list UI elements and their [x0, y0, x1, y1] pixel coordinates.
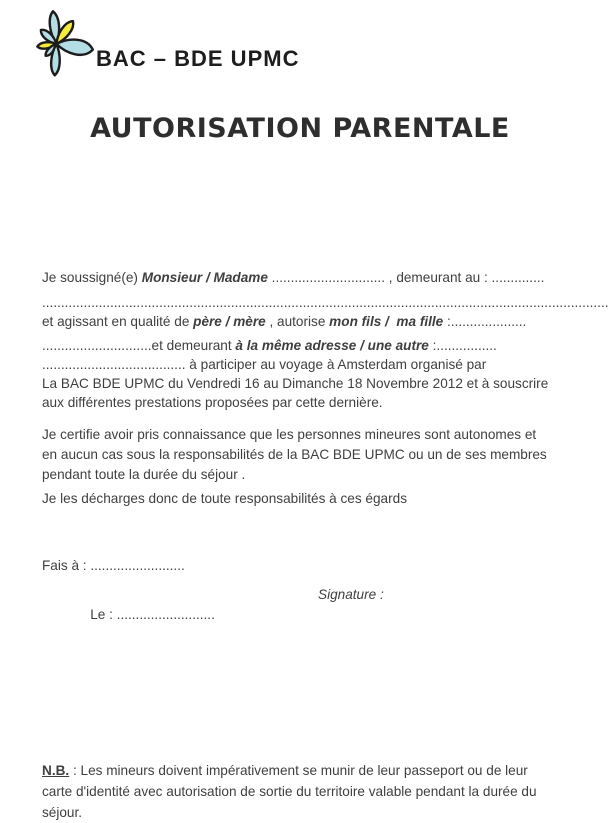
line-services — [42, 393, 565, 412]
nota-bene-paragraph — [42, 760, 565, 823]
line-address-blank — [42, 293, 609, 312]
text-run: ...................................... à participer au voyage à Amsterdam organisé par — [42, 357, 487, 372]
text-line — [42, 802, 565, 823]
logo — [26, 8, 299, 76]
emphasis-run: à la même adresse / une autre — [235, 338, 429, 353]
fill-in-blank: .............................et demeurant — [42, 338, 236, 353]
certify-paragraph — [42, 425, 565, 485]
emphasis-run: mon fils / ma fille — [329, 314, 444, 329]
line-child-address — [42, 336, 565, 355]
logo-text: BAC – BDE UPMC — [96, 46, 300, 71]
date-line — [42, 585, 565, 665]
text-line — [42, 425, 565, 445]
line-identity — [42, 268, 565, 287]
fill-in-blank: Le : .......................... — [90, 607, 215, 622]
text-run: en aucun cas sous la responsabilités de la BAC BDE UPMC ou un de ses membres — [42, 447, 547, 462]
text-line — [42, 781, 565, 802]
text-run: Je les décharges donc de toute responsabilités à ces égards — [42, 491, 407, 506]
text-run: La BAC BDE UPMC du Vendredi 16 au Dimanche 18 Novembre 2012 et à souscrire — [42, 376, 549, 391]
discharge-paragraph — [42, 489, 565, 509]
line-capacity — [42, 312, 565, 331]
text-run: pendant toute la durée du séjour . — [42, 467, 246, 482]
signature-block — [42, 556, 565, 665]
nb-label: N.B. — [42, 763, 70, 778]
text-line — [42, 489, 565, 509]
flower-logo-icon — [26, 8, 100, 76]
document-title: AUTORISATION PARENTALE — [90, 113, 510, 144]
fill-in-blank: :.................... — [443, 314, 527, 329]
text-run: séjour. — [42, 805, 83, 820]
text-line — [42, 465, 565, 485]
signature-label: Signature : — [318, 587, 384, 602]
emphasis-run: père / mère — [193, 314, 266, 329]
fill-in-blank: :................ — [428, 338, 497, 353]
flower-petals — [37, 11, 94, 76]
text-line — [42, 445, 565, 465]
emphasis-run: Monsieur / Madame — [141, 270, 268, 285]
intro-paragraph — [42, 268, 609, 412]
text-run: aux différentes prestations proposées par cette dernière. — [42, 395, 383, 410]
place-line — [42, 556, 565, 576]
line-dates — [42, 374, 565, 393]
document-body — [42, 268, 609, 823]
line-trip — [42, 355, 565, 374]
text-run: carte d'identité avec autorisation de sortie du territoire valable pendant la durée du — [42, 784, 537, 799]
text-run: et agissant en qualité de — [42, 314, 194, 329]
fill-in-blank: ...................................................................................................................................................... — [42, 295, 609, 310]
text-run: , autorise — [265, 314, 330, 329]
text-line — [42, 760, 565, 781]
text-run: Je certifie avoir pris connaissance que les personnes mineures sont autonomes et — [42, 427, 537, 442]
fill-in-blank: .............................. , demeurant au : .............. — [267, 270, 545, 285]
text-run: : Les mineurs doivent impérativement se munir de leur passeport ou de leur — [69, 763, 528, 778]
text-run: Je soussigné(e) — [42, 270, 142, 285]
fill-in-blank: Fais à : ......................... — [42, 558, 185, 573]
